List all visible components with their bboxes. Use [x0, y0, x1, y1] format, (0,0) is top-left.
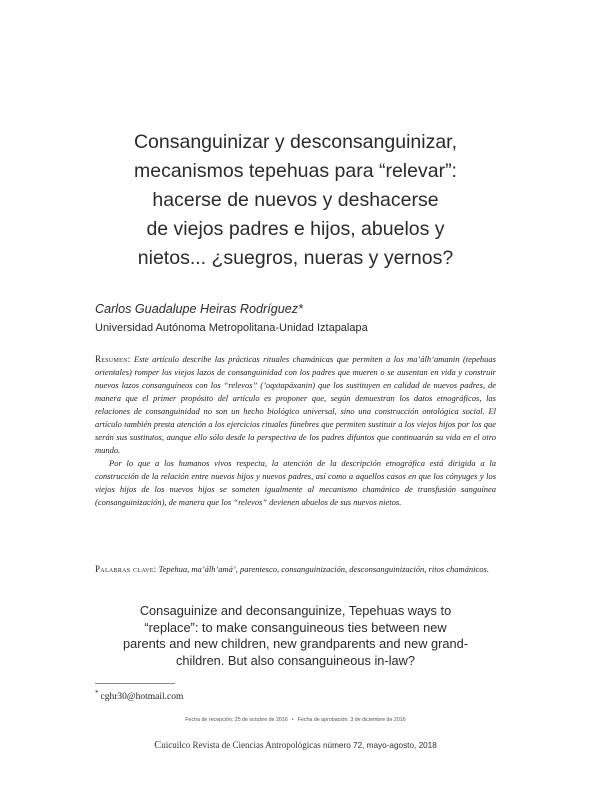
- english-title-line: parents and new children, new grandparents and new grand-: [122, 636, 469, 651]
- title-line: mecanismos tepehuas para “relevar”:: [134, 160, 457, 182]
- abstract-paragraph: Por lo que a los humanos vivos respecta, la atención de la descripción etnográfica está dirigida a la construcción de la relación entre nuevos hijos y nuevos padres, así como a aquellos casos en que los cónyuges y los viejos hijos de los nuevos hijos se someten igualmente al mecanismo chamánico de transfusión sanguínea (consanguinización), de manera que los “relevos” devienen abuelos de sus nuevos nietos.: [95, 458, 496, 507]
- journal-subtitle: Revista de Ciencias Antropológicas: [190, 740, 321, 750]
- received-date: Fecha de recepción: 25 de octubre de 2016: [185, 717, 288, 723]
- keywords-label: Palabras clave:: [95, 564, 157, 574]
- keywords-text: Tepehua, ma’álh’amá’, parentesco, consanguinización, desconsanguinización, ritos chamánicos.: [156, 564, 489, 574]
- keywords: [95, 563, 496, 576]
- date-separator: •: [291, 717, 294, 723]
- abstract-text: Este artículo describe las prácticas rituales chamánicas que permiten a los ma’álh’amanin (tepehuas orientales) romper los viejos lazos de consanguinidad con los padres que mueren o se ausentan en vida y construir nuevos lazos consanguíneos con los “relevos” (’oqxtapáxanin) que los sustituyen en calidad de nuevos padres, de manera que el primer propósito del artículo es proponer que, según demuestran los datos etnográficos, las relaciones de consanguinidad no son un hecho biológico universal, sino una construcción ontológica social. El artículo también presta atención a los ejercicios rituales fúnebres que permiten sustituir a los viejos hijos por los que serán sus sustitutos, aunque ello sólo desde la perspectiva de los padres difuntos que continuarán su vida en el otro mundo.: [95, 354, 496, 455]
- author-affiliation: Universidad Autónoma Metropolitana-Unidad Iztapalapa: [95, 322, 368, 334]
- english-title-line: Consaguinize and deconsanguinize, Tepehuas ways to: [139, 603, 452, 618]
- article-title: [95, 128, 496, 273]
- author-name: Carlos Guadalupe Heiras Rodríguez*: [95, 302, 303, 316]
- english-title-line: children. But also consanguineous in-law?: [175, 652, 416, 668]
- footnote-mark: *: [95, 689, 99, 697]
- author-email-link[interactable]: cghr30@hotmail.com: [100, 692, 184, 703]
- approved-date: Fecha de aprobación: 3 de diciembre de 2016: [297, 717, 406, 723]
- abstract-label: Resumen:: [95, 354, 131, 364]
- footnote-divider: [95, 683, 175, 684]
- journal-issue: número 72, mayo-agosto, 2018: [320, 741, 437, 750]
- journal-initial: C: [154, 740, 162, 751]
- abstract: [95, 353, 496, 509]
- abstract-paragraph: [95, 353, 496, 457]
- english-title-line: “replace”: to make consanguineous ties between new: [144, 619, 447, 635]
- title-line: nietos... ¿suegros, nueras y yernos?: [137, 247, 454, 269]
- footnote: [95, 689, 183, 702]
- english-title: [110, 603, 481, 669]
- journal-name: uicuilco: [161, 740, 191, 750]
- title-line: de viejos padres e hijos, abuelos y: [146, 218, 445, 240]
- title-line: hacerse de nuevos y deshacerse: [152, 189, 439, 211]
- journal-footer: [0, 740, 591, 751]
- title-line: Consanguinizar y desconsanguinizar,: [133, 131, 458, 153]
- article-dates: [0, 717, 591, 723]
